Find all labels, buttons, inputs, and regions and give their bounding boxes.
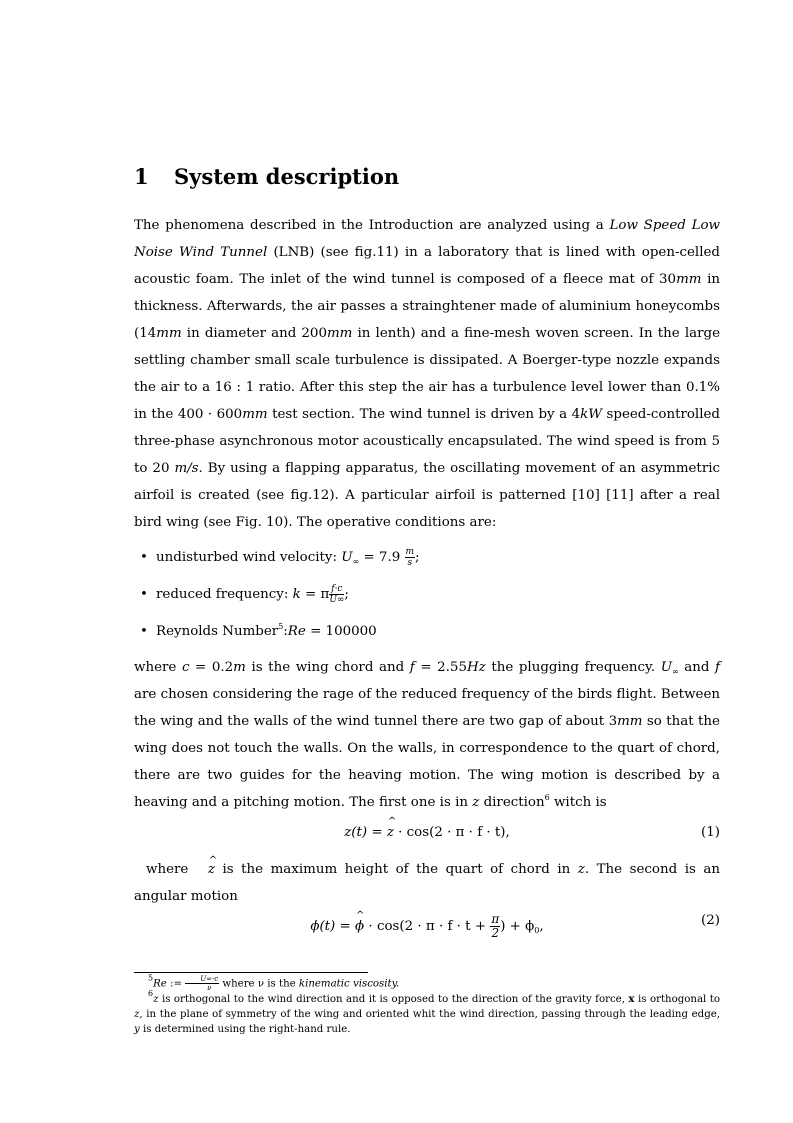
- section-heading: [134, 162, 720, 192]
- equation-1: z(t) = z ^ · cos(2 · π · f · t), (1): [134, 816, 720, 856]
- footnote-rule: [134, 972, 368, 973]
- section-number: 1: [134, 164, 149, 189]
- footnote-5: $^5$Re := $\frac{U\infty\cdot c}{\nu}$ where ν is the kinematic viscosity.: [148, 973, 400, 992]
- list-item: • reduced frequency: k = π $\frac{f\cdot c}{U\infty}$ ;: [156, 576, 720, 613]
- footnotes: [134, 972, 720, 1037]
- conditions-list: [134, 539, 720, 650]
- list-item: • undisturbed wind velocity: $U_\infty = 7.9$ $\frac{m}{s}$ ;: [156, 539, 720, 576]
- section-title: System description: [174, 164, 400, 189]
- paragraph-motion: where c = 0.2m is the wing chord and f = 2.55Hz the plugging frequency. $U_\infty$ and f are chosen considering the rage of the reduced frequency of the birds flight. Between the wing and the walls of the wind tunnel there are two gap of about 3mm so that the wing does not touch the walls. On the walls, in correspondence to the quart of chord, there are two guides for the heaving motion. The wing motion is described by a heaving and a pitching motion. The first one is in z direction$^6$ witch is: [134, 660, 721, 810]
- page-body: [134, 162, 720, 942]
- list-item: • Reynolds Number$^5$:Re = 100000: [156, 613, 720, 650]
- equation-number: (2): [701, 913, 720, 928]
- paragraph-intro: The phenomena described in the Introduction are analyzed using a Low Speed Low Noise Wind Tunnel (LNB) (see fig.11) in a laboratory that is lined with open-celled acoustic foam. The inlet of the wind tunnel is composed of a fleece mat of 30mm in thickness. Afterwards, the air passes a strainghtener made of aluminium honeycombs (14mm in diameter and 200mm in lenth) and a fine-mesh woven screen. In the large settling chamber small scale turbulence is dissipated. A Boerger-type nozzle expands the air to a 16 : 1 ratio. After this step the air has a turbulence level lower than 0.1% in the 400 · 600mm test section. The wind tunnel is driven by a 4kW speed-controlled three-phase asynchronous motor acoustically encapsulated. The wind speed is from 5 to 20 m/s. By using a flapping apparatus, the oscillating movement of an asymmetric airfoil is created (see fig.12). A particular airfoil is patterned [10] [11] after a real bird wing (see Fig. 10). The operative conditions are:: [134, 218, 721, 530]
- paragraph-angular: where z ^ is the maximum height of the quart of chord in z. The second is an angular motion: [134, 856, 720, 910]
- equation-2: ϕ(t) = ϕ ^ · cos(2 · π · f · t + $\frac{\pi}{2}$ ) + $\phi_0$, (2): [134, 904, 720, 942]
- footnote-6: $^6$z is orthogonal to the wind direction and it is opposed to the direction of the gravity force, x is orthogonal to z, in the plane of symmetry of the wing and oriented whit the wind direction, passing through the leading edge, y is determined using the right-hand rule.: [134, 989, 720, 1035]
- equation-number: (1): [701, 825, 720, 840]
